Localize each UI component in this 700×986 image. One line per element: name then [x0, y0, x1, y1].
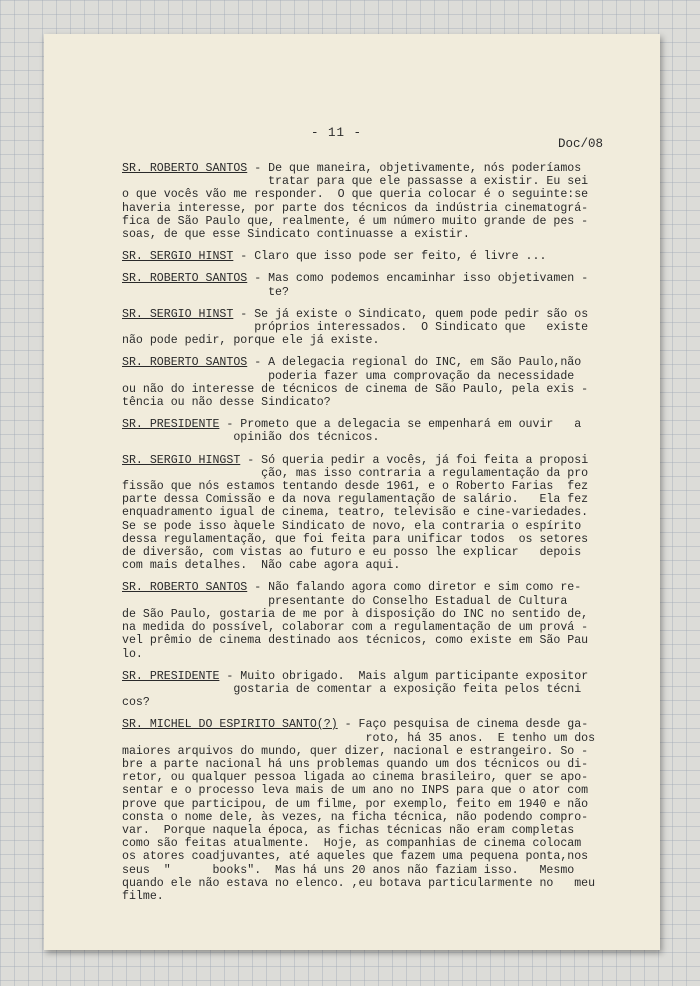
line-text: os atores coadjuvantes, até aqueles que fazem uma pequena ponta,nos [122, 850, 589, 864]
transcript-line [122, 608, 622, 621]
transcript-line [122, 321, 622, 334]
line-text: - Não falando agora como diretor e sim como re- [247, 581, 582, 595]
line-text: te? [122, 285, 289, 299]
line-text: - Faço pesquisa de cinema desde ga- [337, 718, 589, 732]
transcript-line [122, 784, 622, 797]
line-text: sentar e o processo leva mais de um ano no INPS para que o ator com [122, 784, 589, 798]
transcript-entry [122, 418, 622, 444]
speaker-name: SR. SERGIO HINST [122, 250, 234, 264]
transcript-line [122, 188, 622, 201]
transcript-line [122, 546, 622, 559]
line-text: próprios interessados. O Sindicato que existe [122, 321, 589, 335]
speaker-name: SR. ROBERTO SANTOS [122, 272, 248, 286]
line-text: parte dessa Comissão e da nova regulamentação de salário. Ela fez [122, 493, 589, 507]
transcript-line [122, 162, 622, 175]
line-text: poderia fazer uma comprovação da necessidade [122, 369, 575, 383]
transcript-line [122, 370, 622, 383]
line-text: var. Porque naquela época, as fichas técnicas não eram completas [122, 823, 575, 837]
transcript-line [122, 683, 622, 696]
line-text: - Muito obrigado. Mais algum participante expositor [219, 669, 589, 683]
transcript-entry [122, 718, 622, 903]
speaker-name: SR. ROBERTO SANTOS [122, 162, 248, 175]
line-text: maiores arquivos do mundo, quer dizer, nacional e estrangeiro. So - [122, 744, 589, 758]
transcript-line [122, 718, 622, 731]
transcript-line [122, 493, 622, 506]
transcript-line [122, 771, 622, 784]
transcript-line [122, 559, 622, 572]
transcript-line [122, 520, 622, 533]
transcript-line [122, 595, 622, 608]
transcript-line [122, 811, 622, 824]
transcript-entry [122, 581, 622, 660]
line-text: - Claro que isso pode ser feito, é livre ... [233, 250, 547, 264]
line-text: bre a parte nacional há uns problemas quando um dos técnicos ou di- [122, 757, 589, 771]
transcript-line [122, 334, 622, 347]
line-text: cos? [122, 696, 150, 710]
line-text: fica de São Paulo que, realmente, é um número muito grande de pes - [122, 214, 589, 228]
line-text: na medida do possível, colaborar com a regulamentação de um prová - [122, 621, 589, 635]
line-text: prove que participou, de um filme, por exemplo, feito em 1940 e não [122, 797, 589, 811]
line-text: ção, mas isso contraria a regulamentação da pro [122, 466, 589, 480]
transcript-line [122, 175, 622, 188]
transcript-entry [122, 308, 622, 348]
line-text: Se se pode isso àquele Sindicato de novo, ela contraria o espírito [122, 519, 582, 533]
transcript-line [122, 250, 622, 263]
transcript-line [122, 480, 622, 493]
line-text: - Só queria pedir a vocês, já foi feita a proposi [240, 453, 589, 467]
line-text: com mais detalhes. Não cabe agora aqui. [122, 559, 401, 573]
transcript-line [122, 383, 622, 396]
transcript-line [122, 670, 622, 683]
speaker-name: SR. MICHEL DO ESPIRITO SANTO(?) [122, 718, 338, 732]
transcript-line [122, 418, 622, 431]
line-text: - Se já existe o Sindicato, quem pode pedir são os [233, 307, 589, 321]
line-text: - A delegacia regional do INC, em São Paulo,não [247, 356, 582, 370]
line-text: filme. [122, 889, 164, 903]
line-text: presentante do Conselho Estadual de Cultura [122, 594, 568, 608]
transcript-line [122, 745, 622, 758]
line-text: lo. [122, 647, 143, 661]
line-text: ou não do interesse de técnicos de cinema de São Paulo, pela exis - [122, 382, 589, 396]
transcript-line [122, 215, 622, 228]
line-text: tência ou não desse Sindicato? [122, 396, 331, 410]
transcript-line [122, 533, 622, 546]
transcript-entry [122, 356, 622, 409]
transcript-line [122, 581, 622, 594]
transcript-entry [122, 162, 622, 241]
document-reference: Doc/08 [558, 137, 604, 151]
line-text: não pode pedir, porque ele já existe. [122, 334, 380, 348]
line-text: vel prêmio de cinema destinado aos técnicos, como existe em São Pau [122, 634, 589, 648]
transcript-line [122, 877, 622, 890]
line-text: consta o nome dele, às vezes, na ficha técnica, não podendo compro- [122, 810, 589, 824]
transcript-body [122, 162, 622, 912]
transcript-line [122, 396, 622, 409]
transcript-line [122, 634, 622, 647]
speaker-name: SR. ROBERTO SANTOS [122, 581, 248, 595]
transcript-line [122, 798, 622, 811]
line-text: de São Paulo, gostaria de me por à disposição do INC no sentido de, [122, 607, 589, 621]
transcript-line [122, 648, 622, 661]
transcript-line [122, 272, 622, 285]
transcript-line [122, 356, 622, 369]
line-text: opinião dos técnicos. [122, 431, 380, 445]
line-text: soas, de que esse Sindicato continuasse a existir. [122, 228, 470, 242]
line-text: - De que maneira, objetivamente, nós poderíamos [247, 162, 582, 175]
transcript-line [122, 506, 622, 519]
line-text: quando ele não estava no elenco. ,eu botava particularmente no meu [122, 876, 596, 890]
transcript-line [122, 732, 622, 745]
line-text: roto, há 35 anos. E tenho um dos [122, 731, 596, 745]
transcript-line [122, 850, 622, 863]
line-text: seus " books". Mas há uns 20 anos não faziam isso. Mesmo [122, 863, 575, 877]
line-text: enquadramento igual de cinema, teatro, televisão e cine-variedades. [122, 506, 589, 520]
transcript-line [122, 758, 622, 771]
line-text: tratar para que ele passasse a existir. Eu sei [122, 175, 589, 189]
line-text: fissão que nós estamos tentando desde 1961, e o Roberto Farias fez [122, 480, 589, 494]
transcript-line [122, 308, 622, 321]
line-text: - Mas como podemos encaminhar isso objetivamen - [247, 272, 589, 286]
line-text: dessa regulamentação, que foi feita para unificar todos os setores [122, 532, 589, 546]
transcript-entry [122, 272, 622, 298]
transcript-line [122, 202, 622, 215]
line-text: como são feitas atualmente. Hoje, as companhias de cinema colocam [122, 837, 582, 851]
line-text: retor, ou qualquer pessoa ligada ao cinema brasileiro, quer se apo- [122, 771, 589, 785]
transcript-entry [122, 250, 622, 263]
line-text: o que vocês vão me responder. O que queria colocar é o seguinte:se [122, 188, 589, 202]
transcript-line [122, 454, 622, 467]
line-text: - Prometo que a delegacia se empenhará em ouvir a [219, 418, 582, 432]
speaker-name: SR. SERGIO HINST [122, 307, 234, 321]
transcript-entry [122, 454, 622, 573]
line-text: haveria interesse, por parte dos técnicos da indústria cinematográ- [122, 201, 589, 215]
transcript-line [122, 467, 622, 480]
transcript-line [122, 864, 622, 877]
transcript-line [122, 890, 622, 903]
transcript-line [122, 228, 622, 241]
speaker-name: SR. SERGIO HINGST [122, 453, 241, 467]
speaker-name: SR. PRESIDENTE [122, 669, 220, 683]
transcript-line [122, 837, 622, 850]
line-text: gostaria de comentar a exposição feita pelos técni [122, 682, 582, 696]
transcript-line [122, 824, 622, 837]
speaker-name: SR. ROBERTO SANTOS [122, 356, 248, 370]
transcript-line [122, 286, 622, 299]
line-text: de diversão, com vistas ao futuro e eu posso lhe explicar depois [122, 546, 582, 560]
transcript-line [122, 696, 622, 709]
page-number: - 11 - [311, 126, 363, 140]
transcript-entry [122, 670, 622, 710]
speaker-name: SR. PRESIDENTE [122, 418, 220, 432]
transcript-line [122, 621, 622, 634]
transcript-line [122, 431, 622, 444]
